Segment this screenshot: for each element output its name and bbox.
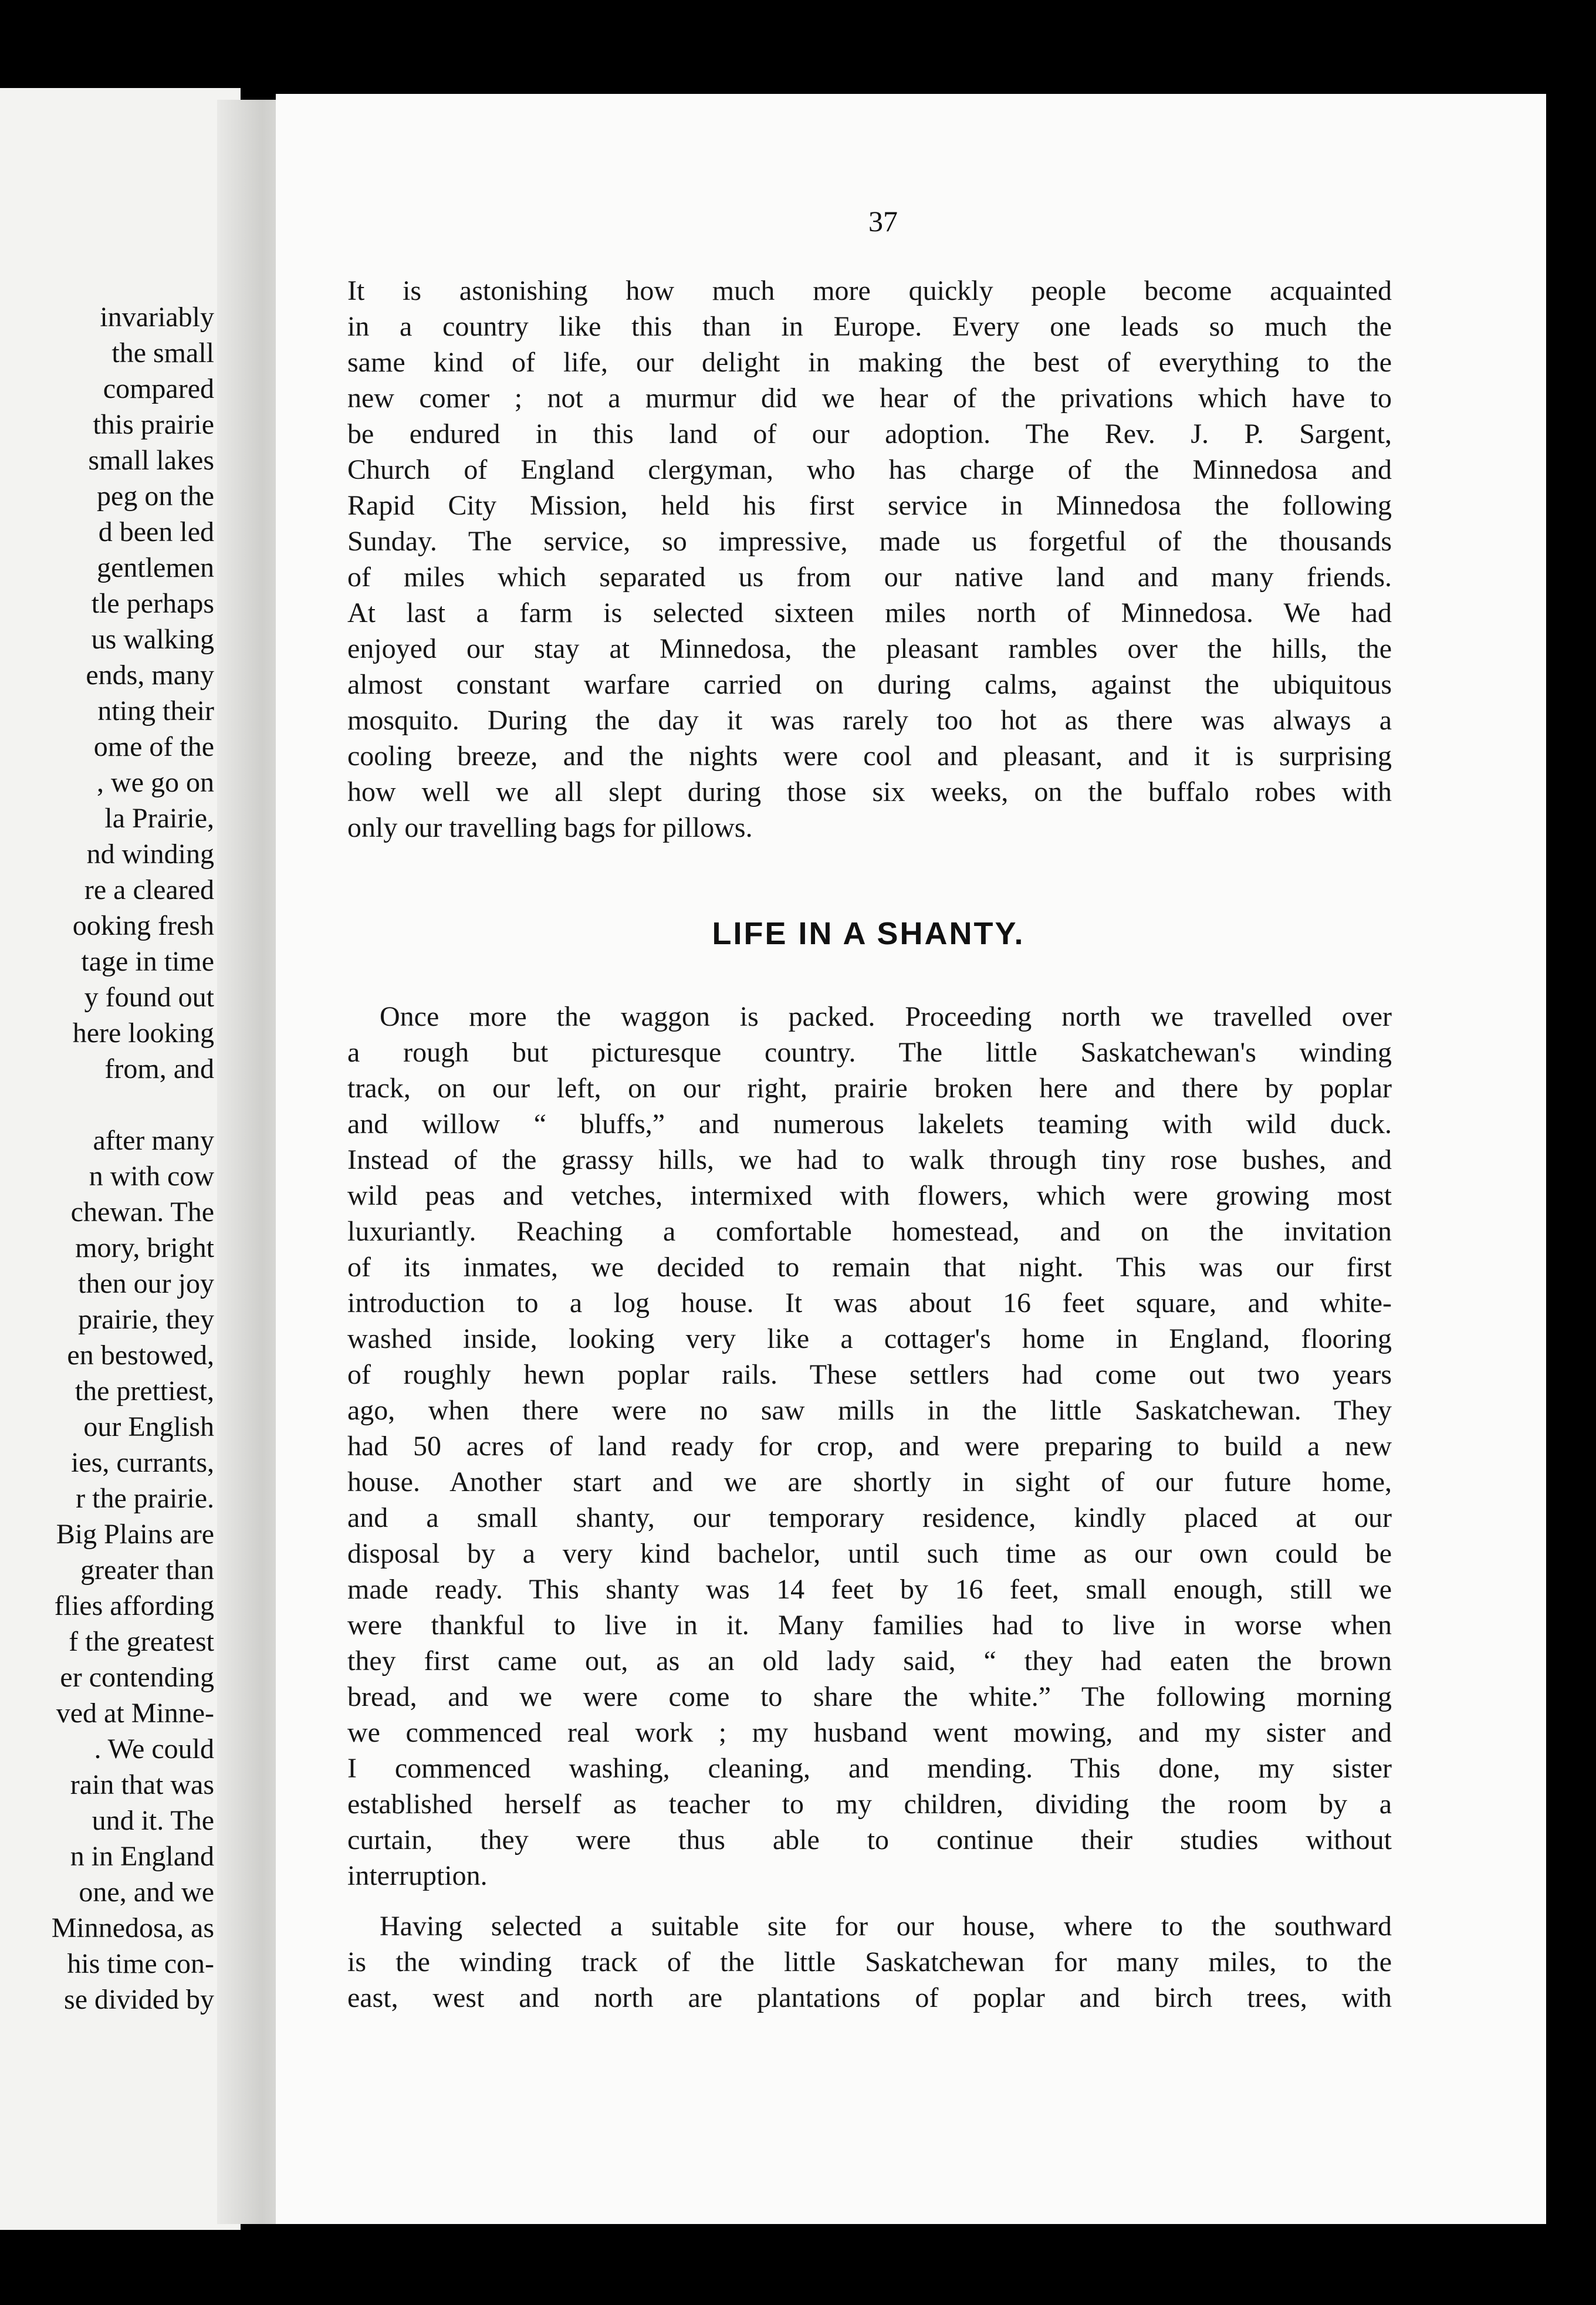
left-page-line: ved at Minne- bbox=[56, 1698, 214, 1729]
left-page-line: small lakes bbox=[88, 445, 214, 476]
text-line: how well we all slept during those six weeks, on the buffalo robes with bbox=[347, 776, 1392, 807]
left-page-line: rain that was bbox=[70, 1769, 214, 1800]
text-line: is the winding track of the little Saskatchewan for many miles, to the bbox=[347, 1946, 1392, 1978]
text-line: interruption. bbox=[347, 1860, 488, 1891]
text-line: washed inside, looking very like a cottager's home in England, flooring bbox=[347, 1323, 1392, 1354]
left-page-line: the prettiest, bbox=[75, 1375, 214, 1407]
left-page-line: d been led bbox=[98, 516, 214, 547]
left-page-line: f the greatest bbox=[69, 1626, 214, 1657]
left-page-line: the small bbox=[111, 337, 214, 369]
left-page-line: ends, many bbox=[86, 660, 214, 691]
text-line: a rough but picturesque country. The little Saskatchewan's winding bbox=[347, 1037, 1392, 1068]
left-page-line: ome of the bbox=[93, 731, 214, 762]
text-line: Once more the waggon is packed. Proceeding north we travelled over bbox=[380, 1001, 1392, 1032]
left-page-line: en bestowed, bbox=[67, 1340, 214, 1371]
left-page-text-fragment bbox=[0, 299, 214, 2017]
text-line: only our travelling bags for pillows. bbox=[347, 812, 753, 843]
left-page-line: nd winding bbox=[86, 839, 214, 870]
left-page-line: r the prairie. bbox=[76, 1483, 214, 1514]
paragraph-life-in-shanty bbox=[347, 999, 1392, 1894]
left-page-line: ies, currants, bbox=[71, 1447, 214, 1478]
text-line: enjoyed our stay at Minnedosa, the pleasant rambles over the hills, the bbox=[347, 633, 1392, 664]
left-page-line: mory, bright bbox=[75, 1232, 214, 1263]
left-page-line: . We could bbox=[94, 1733, 214, 1765]
left-page-line: tle perhaps bbox=[91, 588, 214, 619]
left-page-line bbox=[0, 1087, 214, 1123]
text-line: had 50 acres of land ready for crop, and were preparing to build a new bbox=[347, 1431, 1392, 1462]
text-line: bread, and we were come to share the white.” The following morning bbox=[347, 1681, 1392, 1712]
left-page-line: , we go on bbox=[97, 767, 214, 798]
section-heading: LIFE IN A SHANTY. bbox=[712, 916, 1025, 951]
left-page-line: nting their bbox=[97, 695, 214, 726]
text-line: they first came out, as an old lady said, “ they had eaten the brown bbox=[347, 1645, 1392, 1677]
left-page-line: one, and we bbox=[79, 1877, 214, 1908]
left-page-line: y found out bbox=[84, 982, 214, 1013]
left-page-line: our English bbox=[83, 1411, 214, 1442]
paragraph-acquainted bbox=[347, 273, 1392, 846]
left-page-line: flies affording bbox=[54, 1590, 214, 1621]
left-page-line: his time con- bbox=[67, 1948, 214, 1979]
left-page-line: er contending bbox=[60, 1662, 214, 1693]
left-page-line: gentlemen bbox=[97, 552, 214, 583]
left-page-line: this prairie bbox=[93, 409, 214, 440]
text-line: I commenced washing, cleaning, and mending. This done, my sister bbox=[347, 1753, 1392, 1784]
text-line: Rapid City Mission, held his first service in Minnedosa the following bbox=[347, 490, 1392, 521]
text-line: of its inmates, we decided to remain that night. This was our first bbox=[347, 1252, 1392, 1283]
text-line: established herself as teacher to my children, dividing the room by a bbox=[347, 1789, 1392, 1820]
left-page-line: n with cow bbox=[89, 1161, 214, 1192]
left-page-line: here looking bbox=[72, 1018, 214, 1049]
text-line: cooling breeze, and the nights were cool and pleasant, and it is surprising bbox=[347, 741, 1392, 772]
text-line: made ready. This shanty was 14 feet by 16 feet, small enough, still we bbox=[347, 1574, 1392, 1605]
left-page-line: tage in time bbox=[81, 946, 214, 977]
text-line: same kind of life, our delight in making the best of everything to the bbox=[347, 347, 1392, 378]
text-line: ago, when there were no saw mills in the little Saskatchewan. They bbox=[347, 1395, 1392, 1426]
text-line: of miles which separated us from our native land and many friends. bbox=[347, 562, 1392, 593]
text-line: east, west and north are plantations of poplar and birch trees, with bbox=[347, 1982, 1392, 2013]
text-line: and a small shanty, our temporary residence, kindly placed at our bbox=[347, 1502, 1392, 1533]
text-line: were thankful to live in it. Many families had to live in worse when bbox=[347, 1610, 1392, 1641]
left-page-line: prairie, they bbox=[78, 1304, 214, 1335]
text-line: Having selected a suitable site for our house, where to the southward bbox=[380, 1911, 1392, 1942]
left-page-line: se divided by bbox=[64, 1984, 214, 2015]
text-line: curtain, they were thus able to continue their studies without bbox=[347, 1824, 1392, 1856]
text-line: Church of England clergyman, who has charge of the Minnedosa and bbox=[347, 454, 1392, 485]
text-line: introduction to a log house. It was about 16 feet square, and white- bbox=[347, 1287, 1392, 1319]
left-page-line: then our joy bbox=[78, 1268, 214, 1299]
left-page-line: peg on the bbox=[97, 481, 214, 512]
left-page-line: chewan. The bbox=[70, 1197, 214, 1228]
left-page-line: compared bbox=[103, 373, 214, 404]
text-line: It is astonishing how much more quickly people become acquainted bbox=[347, 275, 1392, 306]
left-page-line: greater than bbox=[80, 1554, 214, 1586]
text-line: Sunday. The service, so impressive, made us forgetful of the thousands bbox=[347, 526, 1392, 557]
text-line: new comer ; not a murmur did we hear of the privations which have to bbox=[347, 383, 1392, 414]
text-line: of roughly hewn poplar rails. These settlers had come out two years bbox=[347, 1359, 1392, 1390]
page-number: 37 bbox=[868, 205, 898, 238]
left-page-line: re a cleared bbox=[84, 874, 214, 905]
text-line: in a country like this than in Europe. Every one leads so much the bbox=[347, 311, 1392, 342]
left-page-line: from, and bbox=[104, 1053, 214, 1084]
text-line: and willow “ bluffs,” and numerous lakelets teaming with wild duck. bbox=[347, 1108, 1392, 1140]
left-page-line: us walking bbox=[91, 624, 214, 655]
text-line: Instead of the grassy hills, we had to walk through tiny rose bushes, and bbox=[347, 1144, 1392, 1175]
left-page-line: after many bbox=[93, 1125, 214, 1156]
text-line: luxuriantly. Reaching a comfortable homestead, and on the invitation bbox=[347, 1216, 1392, 1247]
left-page-line: la Prairie, bbox=[104, 803, 214, 834]
text-line: At last a farm is selected sixteen miles north of Minnedosa. We had bbox=[347, 597, 1392, 628]
left-page-line: und it. The bbox=[92, 1805, 214, 1836]
text-line: track, on our left, on our right, prairie broken here and there by poplar bbox=[347, 1073, 1392, 1104]
text-line: house. Another start and we are shortly in sight of our future home, bbox=[347, 1466, 1392, 1498]
left-page-line: invariably bbox=[100, 302, 214, 333]
left-page-line: ooking fresh bbox=[72, 910, 214, 941]
text-line: disposal by a very kind bachelor, until such time as our own could be bbox=[347, 1538, 1392, 1569]
left-page-line: n in England bbox=[70, 1841, 214, 1872]
text-line: be endured in this land of our adoption. The Rev. J. P. Sargent, bbox=[347, 418, 1392, 449]
text-line: mosquito. During the day it was rarely too hot as there was always a bbox=[347, 705, 1392, 736]
text-line: almost constant warfare carried on during calms, against the ubiquitous bbox=[347, 669, 1392, 700]
paragraph-house-site bbox=[347, 1908, 1392, 2016]
text-line: we commenced real work ; my husband went mowing, and my sister and bbox=[347, 1717, 1392, 1748]
left-page-line: Minnedosa, as bbox=[51, 1912, 214, 1944]
text-line: wild peas and vetches, intermixed with flowers, which were growing most bbox=[347, 1180, 1392, 1211]
left-page-line: Big Plains are bbox=[56, 1519, 214, 1550]
